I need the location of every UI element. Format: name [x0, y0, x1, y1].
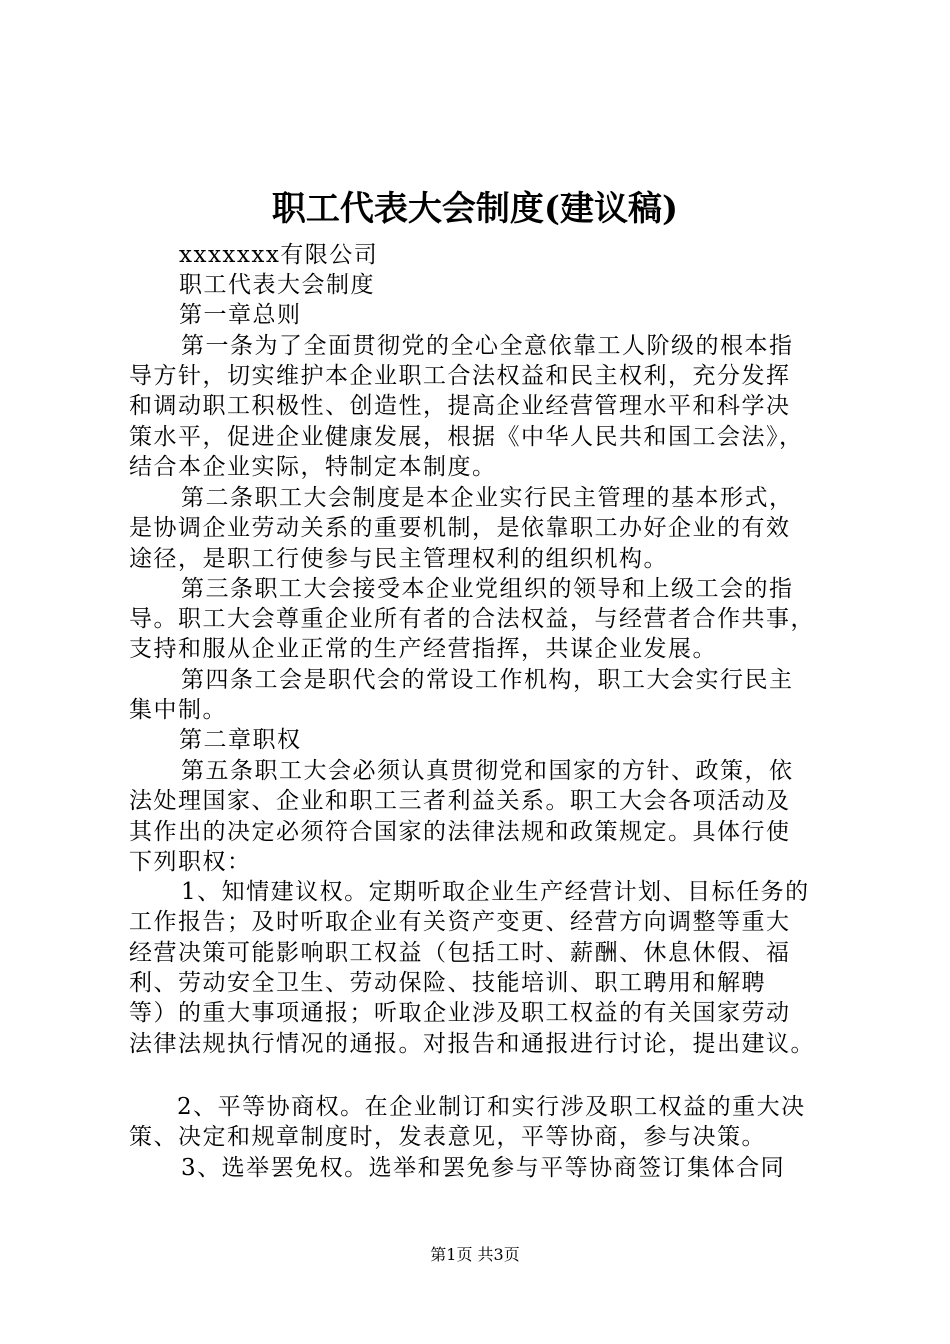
chapter-heading: 第一章总则	[179, 302, 302, 328]
text-line: 利、劳动安全卫生、劳动保险、技能培训、职工聘用和解聘	[129, 970, 766, 996]
text-line: 等）的重大事项通报；听取企业涉及职工权益的有关国家劳动	[129, 1000, 791, 1026]
text-line: 1、知情建议权。定期听取企业生产经营计划、目标任务的	[181, 879, 810, 905]
text-line: 工作报告；及时听取企业有关资产变更、经营方向调整等重大	[129, 909, 791, 935]
text-line: 第四条工会是职代会的常设工作机构，职工大会实行民主	[181, 667, 794, 693]
text-line: 策水平，促进企业健康发展，根据《中华人民共和国工会法》，	[129, 424, 804, 450]
document-title: 职工代表大会制度(建议稿)	[271, 189, 679, 229]
text-line: 其作出的决定必须符合国家的法律法规和政策规定。具体行使	[129, 819, 791, 845]
text-line: 经营决策可能影响职工权益（包括工时、薪酬、休息休假、福	[129, 940, 791, 966]
text-line: 法处理国家、企业和职工三者利益关系。职工大会各项活动及	[129, 788, 791, 814]
text-line: 途径，是职工行使参与民主管理权利的组织机构。	[129, 546, 668, 572]
text-line: 第一条为了全面贯彻党的全心全意依靠工人阶级的根本指	[181, 333, 794, 359]
text-line: 导。职工大会尊重企业所有者的合法权益，与经营者合作共事，	[129, 606, 815, 632]
text-line: 集中制。	[129, 697, 227, 723]
text-line: 3、选举罢免权。选举和罢免参与平等协商签订集体合同	[181, 1155, 786, 1181]
text-line: 导方针，切实维护本企业职工合法权益和民主权利，充分发挥	[129, 363, 791, 389]
text-line: 支持和服从企业正常的生产经营指挥，共谋企业发展。	[129, 636, 717, 662]
chapter-heading: 第二章职权	[179, 727, 302, 753]
text-line: 第二条职工大会制度是本企业实行民主管理的基本形式，	[181, 485, 794, 511]
text-line: 是协调企业劳动关系的重要机制，是依靠职工办好企业的有效	[129, 515, 791, 541]
text-line: 第三条职工大会接受本企业党组织的领导和上级工会的指	[181, 576, 794, 602]
page-footer: 第1页 共3页	[430, 1245, 520, 1264]
text-line: 策、决定和规章制度时，发表意见，平等协商，参与决策。	[129, 1124, 766, 1150]
text-line: 第五条职工大会必须认真贯彻党和国家的方针、政策，依	[181, 758, 794, 784]
text-line: 2、平等协商权。在企业制订和实行涉及职工权益的重大决	[177, 1094, 806, 1120]
text-line: 结合本企业实际，特制定本制度。	[129, 454, 497, 480]
text-line: 下列职权：	[129, 849, 252, 875]
text-line: 和调动职工积极性、创造性，提高企业经营管理水平和科学决	[129, 393, 791, 419]
company-name-line: xxxxxxx有限公司	[179, 242, 379, 268]
doc-subtitle-line: 职工代表大会制度	[179, 272, 375, 298]
text-line: 法律法规执行情况的通报。对报告和通报进行讨论，提出建议。	[129, 1031, 815, 1057]
